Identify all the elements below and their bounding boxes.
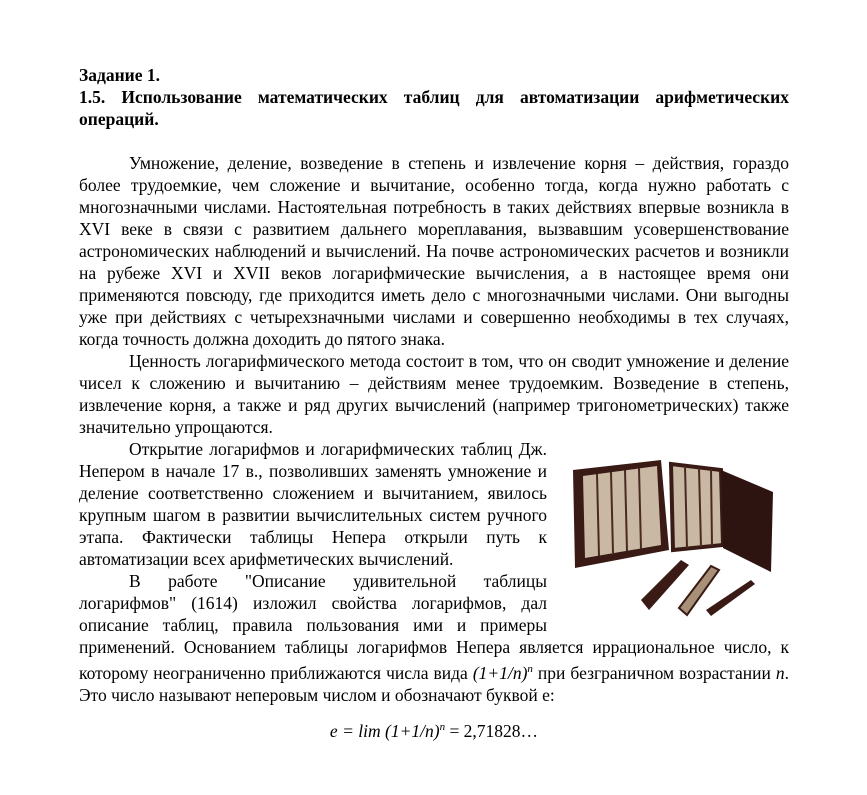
formula-lhs: e = lim (1+1/n) <box>329 720 440 741</box>
expression-1-plus-1-over-n <box>473 663 533 683</box>
section-title: 1.5. Использование математических таблиц для автоматизации арифметических операций. <box>79 87 789 129</box>
formula-rhs: = 2,71828… <box>445 720 539 741</box>
paragraph-4-text: В работе "Описание удивительной таблицы логарифмов" (1614) изложил свойства логарифмов, дал описание таблиц, правила пользования ими и примеры применений. Основанием таблицы логарифмов Непера является иррациональное число, к которому неограниченно приближаются числа вида <box>79 571 789 683</box>
formula-exponent: n <box>439 720 446 733</box>
paragraph-1: Умножение, деление, возведение в степень и извлечение корня – действия, гораздо более трудоемкие, чем сложение и вычитание, особенно тогда, когда нужно работать с многозначными числами. Настоятельная потребность в таких действиях впервые возникла в XVI веке в связи с развитием дальнего мореплавания, вызвавшим усовершенствование астрономических наблюдений и вычислений. На почве астрономических расчетов и возникли на рубеже XVI и XVII веков логарифмические вычисления, а в настоящее время они применяются повсюду, где приходится иметь дело с многозначными числами. Они выгодны уже при действиях с четырехзначными числами и совершенно необходимы в тех случаях, когда точность должна доходить до пятого знака. <box>79 153 789 349</box>
variable-n: n <box>775 662 785 683</box>
document-page <box>79 64 789 742</box>
paragraph-3 <box>79 438 789 570</box>
formula-e <box>79 716 789 742</box>
paragraph-2: Ценность логарифмического метода состоит в том, что он сводит умножение и деление чисел к сложению и вычитанию – действиям менее трудоемким. Возведение в степень, извлечение корня, а также и ряд других вычислений (например тригонометрических) также значительно упрощаются. <box>79 351 789 437</box>
paragraph-3-text: Открытие логарифмов и логарифмических таблиц Дж. Непером в начале 17 в., позволивших заменять умножение и деление соответственно сложением и вычитанием, явилось крупным шагом в развитии вычислительных систем ручного этапа. Фактически таблицы Непера открыли путь к автоматизации всех арифметических вычислений. <box>79 439 547 569</box>
napier-bones-image <box>561 450 789 628</box>
paragraph-4-cont: при безграничном возрастании <box>532 662 776 683</box>
expression-exponent: n <box>527 663 533 675</box>
task-label: Задание 1. <box>79 65 161 85</box>
expression-base: (1+1/n) <box>472 662 528 683</box>
paragraph-4-end: . Это число называют неперовым числом и обозначают буквой е: <box>79 662 790 705</box>
